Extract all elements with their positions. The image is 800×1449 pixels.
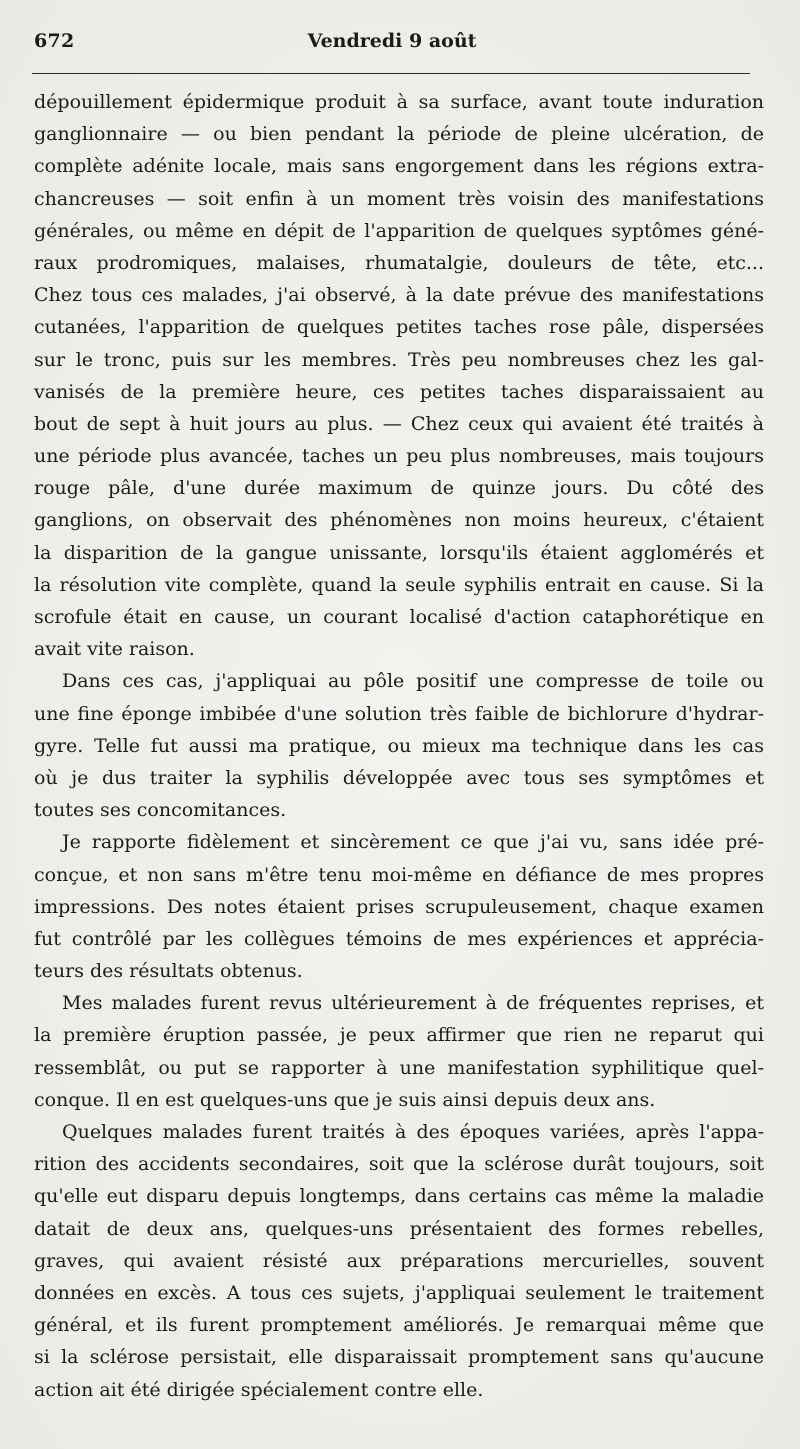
text-line: complète adénite locale, mais sans engorgement dans les régions extra-: [34, 155, 764, 178]
text-line: la résolution vite complète, quand la seule syphilis entrait en cause. Si la: [34, 573, 764, 596]
text-line: rition des accidents secondaires, soit que la sclérose durât toujours, soit: [34, 1153, 764, 1176]
text-line: ganglionnaire — ou bien pendant la période de pleine ulcération, de: [34, 123, 764, 146]
text-line: la disparition de la gangue unissante, lorsqu'ils étaient agglomérés et: [34, 541, 764, 564]
text-line: général, et ils furent promptement améliorés. Je remarquai même que: [34, 1314, 764, 1337]
text-line: action ait été dirigée spécialement contre elle.: [34, 1378, 484, 1401]
text-line: une fine éponge imbibée d'une solution très faible de bichlorure d'hydrar-: [34, 702, 764, 725]
text-line: fut contrôlé par les collègues témoins de mes expériences et apprécia-: [34, 927, 764, 950]
text-line: rouge pâle, d'une durée maximum de quinze jours. Du côté des: [34, 477, 764, 500]
text-line: Mes malades furent revus ultérieurement à de fréquentes reprises, et: [62, 992, 764, 1015]
header-rule: [32, 73, 750, 74]
text-line: qu'elle eut disparu depuis longtemps, dans certains cas même la maladie: [34, 1185, 764, 1208]
text-line: raux prodromiques, malaises, rhumatalgie, douleurs de tête, etc...: [34, 251, 764, 274]
text-line: teurs des résultats obtenus.: [34, 960, 303, 983]
running-title: Vendredi 9 août: [307, 30, 477, 52]
text-line: sur le tronc, puis sur les membres. Très peu nombreuses chez les gal-: [34, 348, 764, 371]
text-line: conçue, et non sans m'être tenu moi-même en défiance de mes propres: [34, 863, 764, 886]
text-line: datait de deux ans, quelques-uns présentaient des formes rebelles,: [34, 1217, 764, 1240]
text-line: scrofule était en cause, un courant localisé d'action cataphorétique en: [34, 606, 764, 628]
text-line: Quelques malades furent traités à des époques variées, après l'appa-: [62, 1121, 764, 1143]
text-line: toutes ses concomitances.: [34, 799, 287, 822]
text-line: impressions. Des notes étaient prises scrupuleusement, chaque examen: [34, 895, 764, 918]
text-line: vanisés de la première heure, ces petites taches disparaissaient au: [34, 380, 764, 403]
text-line: la première éruption passée, je peux affirmer que rien ne reparut qui: [34, 1024, 764, 1047]
text-line: Dans ces cas, j'appliquai au pôle positif une compresse de toile ou: [62, 670, 764, 693]
text-line: une période plus avancée, taches un peu plus nombreuses, mais toujours: [34, 445, 764, 468]
text-line: chancreuses — soit enfin à un moment très voisin des manifestations: [34, 187, 764, 210]
page-header: [34, 30, 750, 64]
text-line: Je rapporte fidèlement et sincèrement ce que j'ai vu, sans idée pré-: [62, 831, 764, 854]
text-line: Chez tous ces malades, j'ai observé, à la date prévue des manifestations: [34, 284, 764, 307]
text-line: générales, ou même en dépit de l'apparition de quelques syptômes géné-: [34, 219, 764, 242]
text-line: dépouillement épidermique produit à sa surface, avant toute induration: [34, 91, 764, 113]
text-line: graves, qui avaient résisté aux préparations mercurielles, souvent: [34, 1249, 764, 1272]
text-line: bout de sept à huit jours au plus. — Chez ceux qui avaient été traités à: [34, 412, 764, 435]
page-number: 672: [34, 30, 75, 52]
text-line: si la sclérose persistait, elle disparaissait promptement sans qu'aucune: [34, 1346, 764, 1369]
text-line: conque. Il en est quelques-uns que je suis ainsi depuis deux ans.: [34, 1088, 656, 1111]
text-line: données en excès. A tous ces sujets, j'appliquai seulement le traitement: [34, 1281, 764, 1304]
text-line: ganglions, on observait des phénomènes non moins heureux, c'étaient: [34, 509, 764, 532]
text-line: gyre. Telle fut aussi ma pratique, ou mieux ma technique dans les cas: [34, 734, 764, 757]
body-text: [34, 86, 764, 1406]
text-line: cutanées, l'apparition de quelques petites taches rose pâle, dispersées: [34, 316, 764, 339]
text-line: ressemblât, ou put se rapporter à une manifestation syphilitique quel-: [34, 1056, 764, 1079]
text-line: où je dus traiter la syphilis développée avec tous ses symptômes et: [34, 766, 764, 789]
text-line: avait vite raison.: [34, 638, 195, 661]
